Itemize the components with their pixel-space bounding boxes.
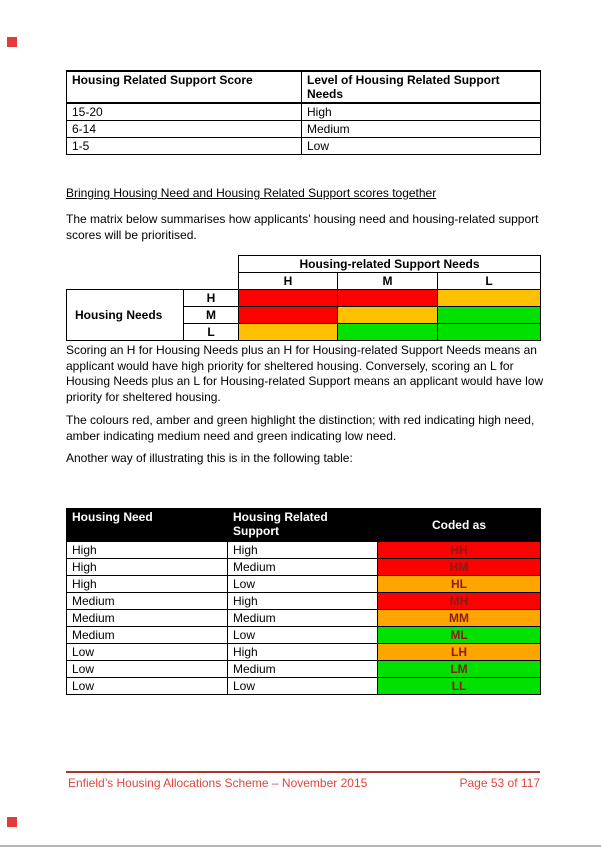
matrix-blank-corner [67,256,239,273]
coded-row [67,593,541,610]
matrix-cell-hl [438,290,541,307]
matrix-row-label-m: M [184,307,239,324]
score-cell: 6-14 [67,121,302,138]
paragraph-another-way: Another way of illustrating this is in the following table: [66,451,353,465]
coded-row [67,644,541,661]
code-badge: MM [378,610,541,627]
table-row [67,138,541,155]
page-margin-marker-top [7,37,17,47]
page-bottom-edge [0,845,601,847]
level-column-header: Level of Housing Related Support Needs [302,71,541,103]
coded-header-need: Housing Need [67,509,228,542]
table-row [67,121,541,138]
support-cell: High [228,542,378,559]
code-badge: HM [378,559,541,576]
support-cell: Low [228,627,378,644]
matrix-cell-lm [338,324,438,341]
support-cell: Medium [228,559,378,576]
paragraph-colours: The colours red, amber and green highlight the distinction; with red indicating high need, amber indicating medium need and green indicating low need. [66,413,535,443]
footer-document-title: Enfield’s Housing Allocations Scheme – November 2015 [68,776,368,790]
matrix-cell-hm [338,290,438,307]
matrix-cell-mh [239,307,338,324]
coded-header-row [67,509,541,542]
matrix-cell-lh [239,324,338,341]
need-cell: High [67,576,228,593]
matrix-column-labels-row [67,273,541,290]
need-cell: High [67,542,228,559]
priority-matrix [66,255,541,341]
coded-row [67,610,541,627]
support-cell: High [228,593,378,610]
score-cell: 15-20 [67,103,302,121]
matrix-col-label-m: M [338,273,438,290]
section-heading: Bringing Housing Need and Housing Related Support scores together [66,186,437,200]
matrix-cell-ml [438,307,541,324]
coded-header-support: Housing Related Support [228,509,378,542]
need-cell: Low [67,678,228,695]
support-cell: High [228,644,378,661]
matrix-row-header: Housing Needs [67,290,184,341]
code-badge: HL [378,576,541,593]
footer-page-number: Page 53 of 117 [459,776,540,790]
code-badge: LM [378,661,541,678]
coded-row [67,627,541,644]
paragraph-intro: The matrix below summarises how applicants’ housing need and housing-related support scores will be prioritised. [66,212,539,242]
support-cell: Low [228,678,378,695]
level-cell: High [302,103,541,121]
need-cell: Low [67,644,228,661]
code-badge: MH [378,593,541,610]
code-badge: HH [378,542,541,559]
need-cell: High [67,559,228,576]
coded-row [67,559,541,576]
support-cell: Medium [228,661,378,678]
footer-rule [66,771,540,773]
coded-row [67,576,541,593]
matrix-row-label-l: L [184,324,239,341]
matrix-row-h [67,290,541,307]
code-badge: ML [378,627,541,644]
score-cell: 1-5 [67,138,302,155]
table-header-row [67,71,541,103]
paragraph-scoring: Scoring an H for Housing Needs plus an H for Housing-related Support Needs means an applicant would have high priority for sheltered housing. Conversely, scoring an L for Housing Needs plus an L for Housing-related Support means an applicant would have low priority for sheltered housing. [66,343,544,404]
code-badge: LL [378,678,541,695]
level-cell: Low [302,138,541,155]
coded-row [67,678,541,695]
need-cell: Low [67,661,228,678]
matrix-cell-ll [438,324,541,341]
level-cell: Medium [302,121,541,138]
need-cell: Medium [67,610,228,627]
matrix-blank-corner [67,273,239,290]
coded-header-coded-as: Coded as [378,509,541,542]
matrix-row-label-h: H [184,290,239,307]
table-row [67,103,541,121]
matrix-cell-mm [338,307,438,324]
coded-row [67,542,541,559]
coded-table [66,508,541,695]
matrix-title-row [67,256,541,273]
matrix-col-label-l: L [438,273,541,290]
coded-row [67,661,541,678]
need-cell: Medium [67,593,228,610]
code-badge: LH [378,644,541,661]
support-cell: Medium [228,610,378,627]
support-cell: Low [228,576,378,593]
matrix-title: Housing-related Support Needs [239,256,541,273]
need-cell: Medium [67,627,228,644]
support-score-table [66,70,541,155]
matrix-cell-hh [239,290,338,307]
score-column-header: Housing Related Support Score [67,71,302,103]
page-margin-marker-bottom [7,817,17,827]
matrix-col-label-h: H [239,273,338,290]
